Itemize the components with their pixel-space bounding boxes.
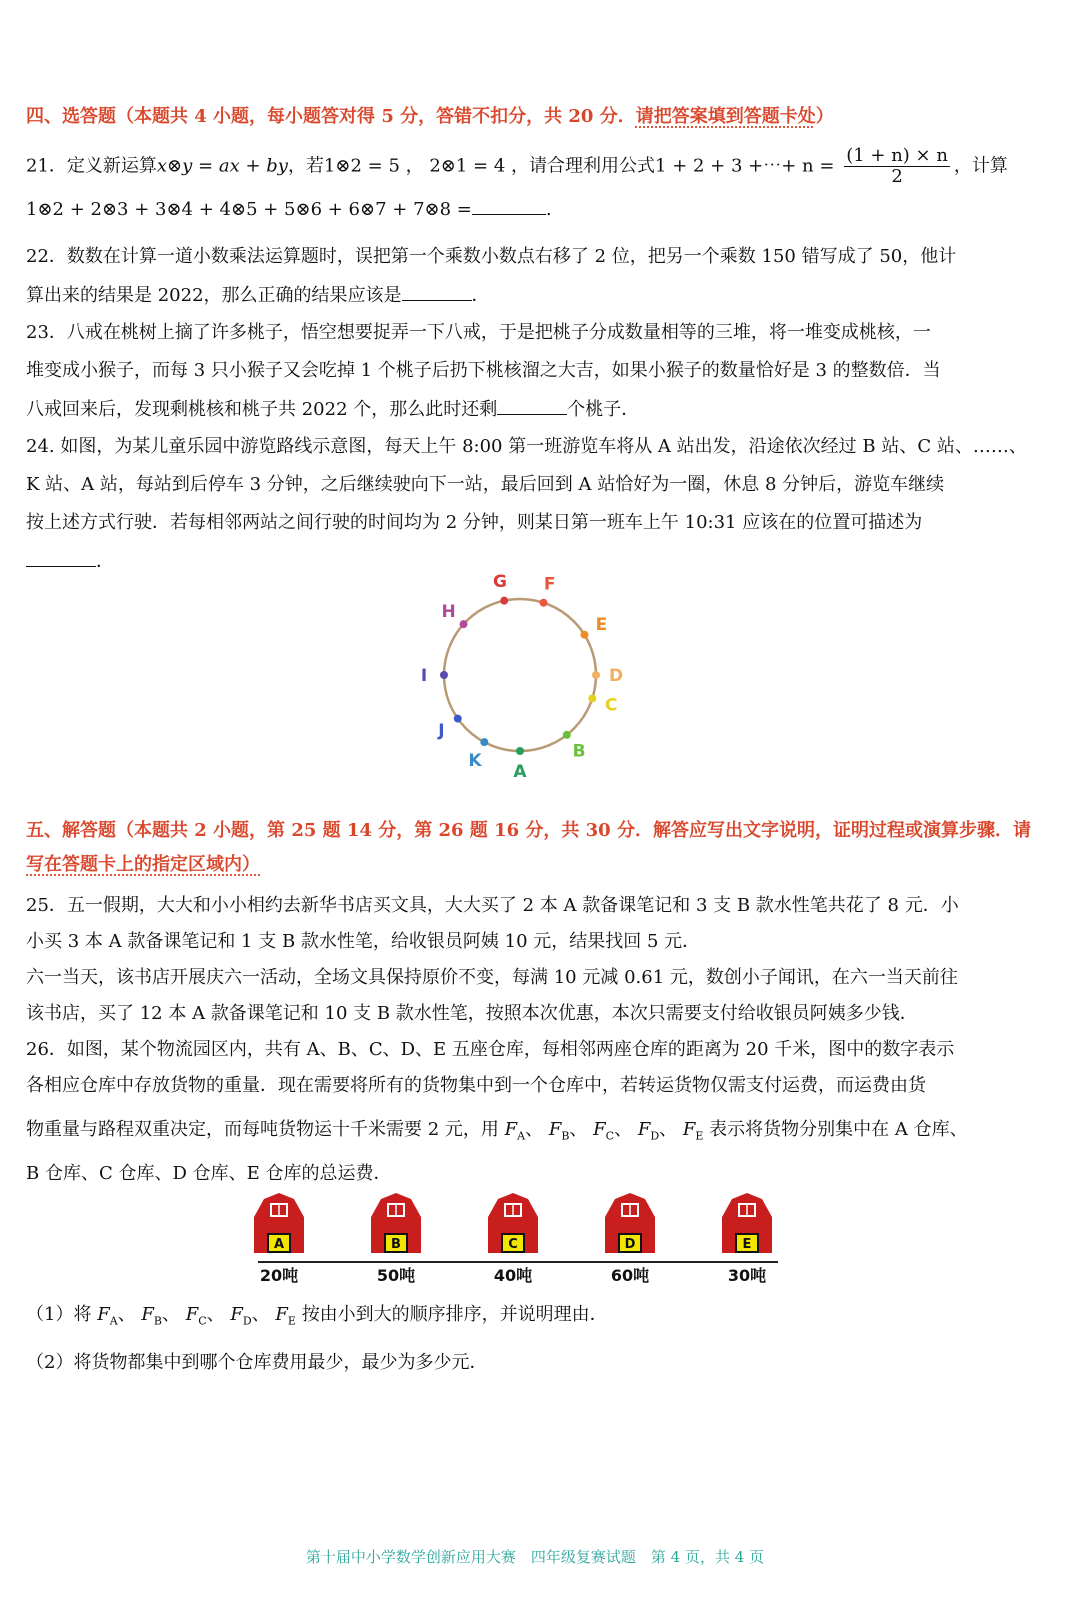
warehouse-diagram [250,1193,810,1293]
q23-answer-blank[interactable] [497,396,567,415]
warehouse-weight-e: 30吨 [727,1266,767,1285]
station-dot-i [440,671,448,679]
q22-line2: 算出来的结果是 2022，那么正确的结果应该是 ． [26,282,1030,309]
barn-icon [367,1193,425,1255]
warehouse-letter: E [742,1237,752,1252]
barn-icon [718,1193,776,1255]
q26-line4: B 仓库、C 仓库、D 仓库、E 仓库的总运费． [26,1163,392,1184]
q24-line1: 24. 如图，为某儿童乐园中游览路线示意图，每天上午 8:00 第一班游览车将从 A 站出发，沿途依次经过 B 站、C 站、……、 [26,436,1027,457]
warehouse-weight-c: 40吨 [493,1266,533,1285]
q21-fraction: $\frac{(1 + n) \times n}{2}$ [846,145,948,187]
warehouse-letter: B [391,1237,401,1252]
route-circle [441,599,596,751]
q26-sub1: （1）将 $F_A$、 $F_B$、 $F_C$、 $F_D$、 $F_E$ 按由小到大的顺序排序，并说明理由． [26,1304,608,1328]
q26-line2: 各相应仓库中存放货物的重量．现在需要将所有的货物集中到一个仓库中，若转运货物仅需支付运费，而运费由货 [26,1075,926,1096]
station-dot-k [480,738,488,746]
station-dot-g [500,597,508,605]
station-label-d: D [608,666,624,686]
station-label-g: G [493,572,508,593]
station-dot-a [516,747,524,755]
station-label-j: J [438,721,445,742]
q25-line2: 小买 3 本 A 款备课笔记和 1 支 B 款水性笔，给收银员阿姨 10 元，结果找回 5 元． [26,931,701,952]
q25-line1: 25．五一假期，大大和小小相约去新华书店买文具，大大买了 2 本 A 款备课笔记和 3 支 B 款水性笔共花了 8 元．小 [26,895,959,916]
page-footer: 第十届中小学数学创新应用大赛 四年级复赛试题 第 4 页，共 4 页 [305,1548,765,1566]
warehouse-a [250,1193,308,1255]
q21-answer-blank[interactable] [472,196,546,215]
q26-line3: 物重量与路程双重决定，而每吨货物运十千米需要 2 元，用 $F_A$、 $F_B$、 $F_C$、 $F_D$、 $F_E$ 表示将货物分别集中在 A 仓库、 [26,1119,968,1143]
q26-line1: 26．如图，某个物流园区内，共有 A、B、C、D、E 五座仓库，每相邻两座仓库的距离为 20 千米，图中的数字表示 [26,1039,955,1060]
q24-line4: ． [26,548,1030,575]
warehouse-weight-d: 60吨 [610,1266,650,1285]
barn-icon [484,1193,542,1255]
q24-line2: K 站、A 站，每站到后停车 3 分钟，之后继续驶向下一站，最后回到 A 站恰好为一圈，休息 8 分钟后，游览车继续 [26,474,945,495]
station-label-c: C [605,695,618,716]
section5-title-line1: 五、解答题（本题共 2 小题，第 25 题 14 分，第 26 题 16 分，共 30 分．解答应写出文字说明，证明过程或演算步骤．请 [26,820,1031,841]
q26-sub2: （2）将货物都集中到哪个仓库费用最少，最少为多少元． [26,1352,488,1373]
warehouse-weight-b: 50吨 [376,1266,416,1285]
q22-line1: 22．数数在计算一道小数乘法运算题时，误把第一个乘数小数点右移了 2 位，把另一个乘数 150 错写成了 50，他计 [26,246,957,267]
q21-line2: 1⊗2 + 2⊗3 + 3⊗4 + 4⊗5 + 5⊗6 + 6⊗7 + 7⊗8 = . [26,196,1030,223]
q25-line4: 该书店，买了 12 本 A 款备课笔记和 10 支 B 款水性笔，按照本次优惠，本次只需要支付给收银员阿姨多少钱． [26,1003,918,1024]
warehouse-letter: A [273,1237,285,1252]
station-dot-f [539,599,547,607]
warehouse-e [718,1193,776,1255]
station-dot-c [588,694,596,702]
station-label-k: K [468,750,482,771]
station-label-b: B [572,741,586,762]
warehouse-d [601,1193,659,1255]
q24-answer-blank[interactable] [26,548,96,567]
station-dot-e [580,631,588,639]
station-label-e: E [595,615,608,636]
warehouse-letter: C [508,1237,518,1252]
station-label-i: I [420,666,428,686]
warehouse-letter: D [624,1237,636,1252]
q23-line3: 八戒回来后，发现剩桃核和桃子共 2022 个，那么此时还剩 个桃子． [26,396,1030,423]
station-label-f: F [543,574,556,595]
station-dot-j [454,715,462,723]
route-circle-diagram [405,565,635,795]
q22-answer-blank[interactable] [402,282,472,301]
station-label-a: A [513,762,527,782]
station-dot-d [592,671,600,679]
section5-title-line2: 写在答题卡上的指定区域内） [26,854,260,875]
station-dot-b [563,731,571,739]
section4-title: 四、选答题（本题共 4 小题，每小题答对得 5 分，答错不扣分，共 20 分．请把答案填到答题卡处） [26,106,834,127]
barn-icon [601,1193,659,1255]
warehouse-b [367,1193,425,1255]
barn-icon [250,1193,308,1255]
q23-line1: 23．八戒在桃树上摘了许多桃子，悟空想要捉弄一下八戒，于是把桃子分成数量相等的三堆，将一堆变成桃核，一 [26,322,931,343]
station-label-h: H [441,601,456,622]
q24-line3: 按上述方式行驶．若每相邻两站之间行驶的时间均为 2 分钟，则某日第一班车上午 10:31 应该在的位置可描述为 [26,512,923,533]
q21-line1: 21．定义新运算x⊗y = ax + by，若1⊗2 = 5 ， 2⊗1 = 4 ，请合理利用公式1 + 2 + 3 +⋯+ n = $\frac{(1 + n) \times n}{2}$ ，计算 [26,145,1008,187]
station-dot-h [460,620,468,628]
warehouse-c [484,1193,542,1255]
q23-line2: 堆变成小猴子，而每 3 只小猴子又会吃掉 1 个桃子后扔下桃核溜之大吉，如果小猴子的数量恰好是 3 的整数倍．当 [26,360,941,381]
warehouse-weight-a: 20吨 [259,1266,299,1285]
q25-line3: 六一当天，该书店开展庆六一活动，全场文具保持原价不变，每满 10 元减 0.61 元，数创小子闻讯，在六一当天前往 [26,967,958,988]
